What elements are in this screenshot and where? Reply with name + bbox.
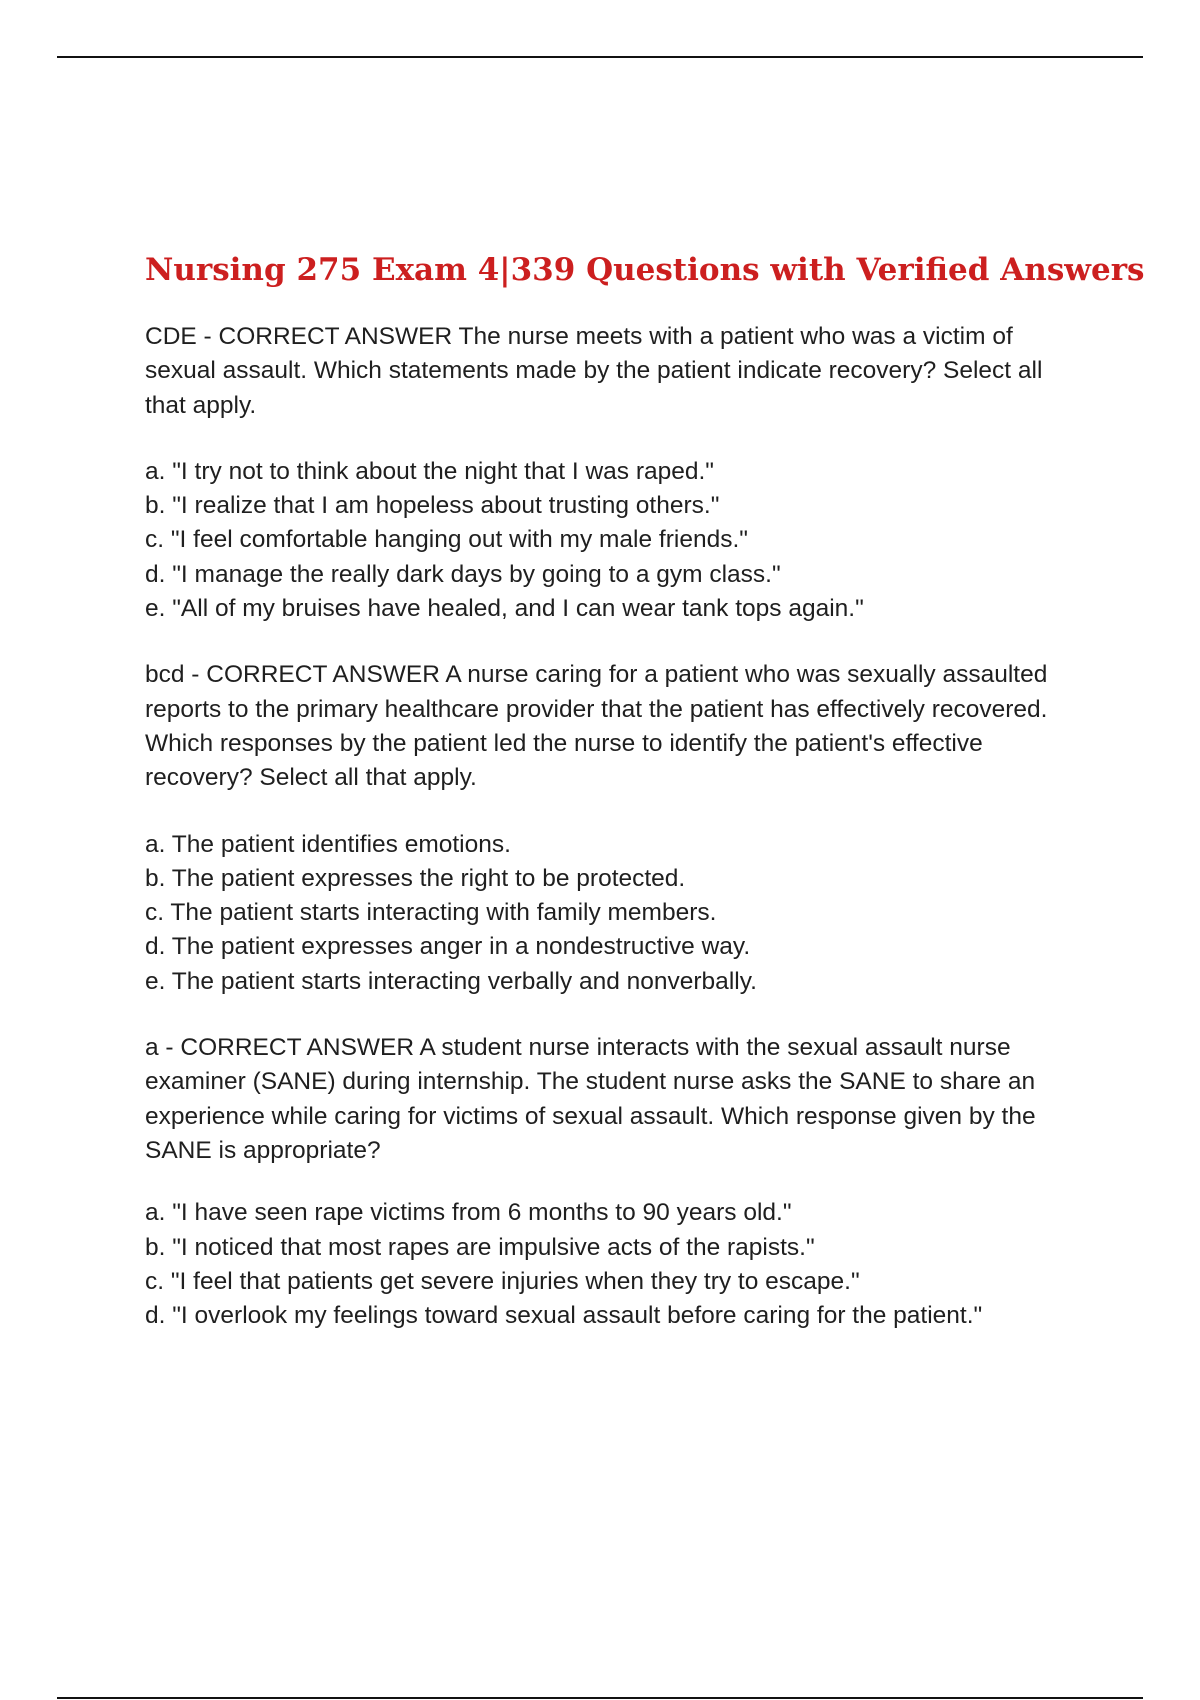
- answer-option: d. "I manage the really dark days by going to a gym class.": [145, 560, 781, 588]
- document-body: [145, 244, 1145, 1365]
- answer-option: c. "I feel comfortable hanging out with my male friends.": [145, 526, 748, 554]
- answer-option: c. The patient starts interacting with family members.: [145, 899, 717, 927]
- question-block-1: [145, 320, 1085, 626]
- answer-option: d. The patient expresses anger in a nondestructive way.: [145, 933, 751, 961]
- answer-option: a. "I try not to think about the night that I was raped.": [145, 457, 714, 485]
- answer-option: b. "I noticed that most rapes are impulsive acts of the rapists.": [145, 1233, 815, 1261]
- document-title: Nursing 275 Exam 4|339 Questions with Verified Answers: [145, 252, 1145, 288]
- answer-options: [145, 455, 1085, 626]
- question-text: bcd - CORRECT ANSWER A nurse caring for a patient who was sexually assaulted reports to the primary healthcare provider that the patient has effectively recovered. Which responses by the patient led the nurse to identify the patient's effective recovery? Select all that apply.: [145, 661, 1048, 792]
- answer-option: c. "I feel that patients get severe injuries when they try to escape.": [145, 1267, 860, 1295]
- answer-option: a. The patient identifies emotions.: [145, 830, 511, 858]
- question-block-3: [145, 1031, 1085, 1333]
- question-block-2: [145, 658, 1085, 999]
- answer-option: e. The patient starts interacting verbally and nonverbally.: [145, 967, 757, 995]
- answer-option: b. The patient expresses the right to be protected.: [145, 864, 686, 892]
- question-text: a - CORRECT ANSWER A student nurse interacts with the sexual assault nurse examiner (SANE) during internship. The student nurse asks the SANE to share an experience while caring for victims of sexual assault. Which response given by the SANE is appropriate?: [145, 1034, 1036, 1164]
- answer-option: a. "I have seen rape victims from 6 months to 90 years old.": [145, 1199, 792, 1227]
- bottom-rule: [57, 1697, 1143, 1699]
- answer-options: [145, 828, 1085, 999]
- answer-option: d. "I overlook my feelings toward sexual assault before caring for the patient.": [145, 1302, 983, 1330]
- question-text: CDE - CORRECT ANSWER The nurse meets with a patient who was a victim of sexual assault. Which statements made by the patient indicate recovery? Select all that apply.: [145, 323, 1043, 419]
- answer-options: [145, 1196, 1085, 1333]
- answer-option: b. "I realize that I am hopeless about trusting others.": [145, 492, 720, 520]
- top-rule: [57, 56, 1143, 58]
- answer-option: e. "All of my bruises have healed, and I can wear tank tops again.": [145, 595, 864, 623]
